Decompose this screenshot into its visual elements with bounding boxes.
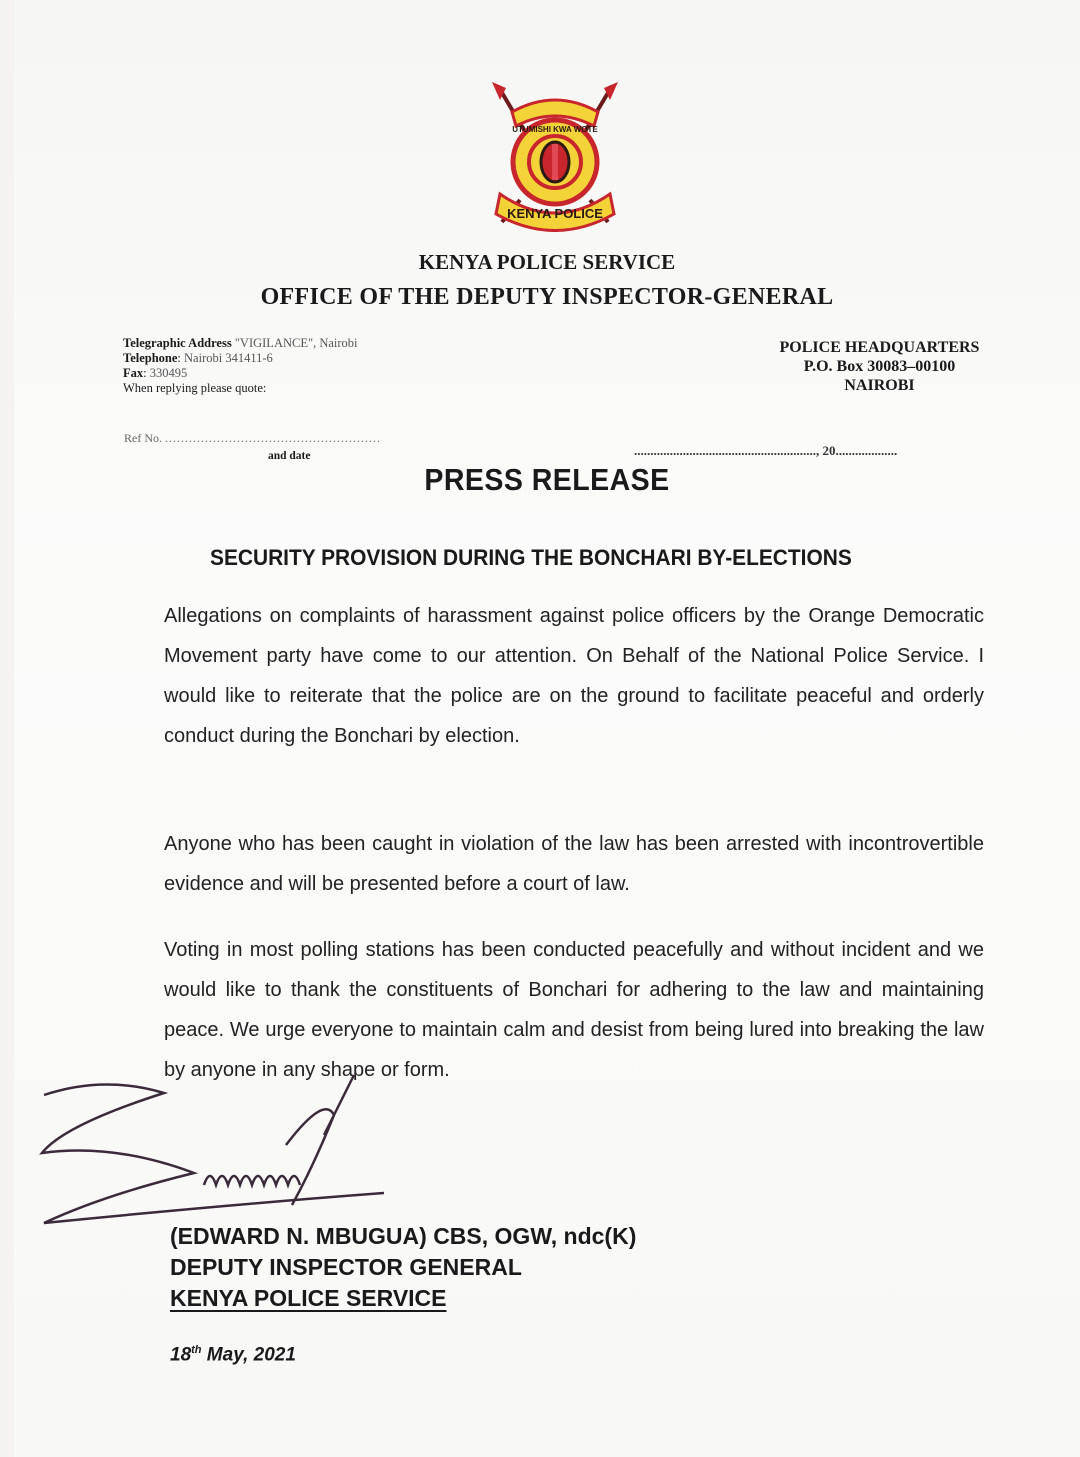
- subject-heading: SECURITY PROVISION DURING THE BONCHARI BY-ELECTIONS: [210, 545, 852, 570]
- contact-details: [123, 336, 358, 396]
- address-line-2: P.O. Box 30083–00100: [803, 358, 956, 375]
- paragraph-2: Anyone who has been caught in violation of the law has been arrested with incontrovertible evidence and will be presented before a court of law.: [164, 833, 984, 895]
- telegraphic-label: Telegraphic Address: [123, 336, 232, 350]
- address-line-3: NAIROBI: [844, 377, 915, 394]
- signatory-block: [170, 1221, 636, 1314]
- date-rest: May, 2021: [201, 1344, 296, 1366]
- fax-label: Fax: [123, 366, 144, 380]
- release-date: [170, 1344, 296, 1366]
- date-day: 18: [170, 1344, 192, 1366]
- telegraphic-value: "VIGILANCE", Nairobi: [234, 336, 358, 350]
- fax: Fax: 330495: [123, 366, 188, 380]
- paragraph-3: Voting in most polling stations has been conducted peacefully and without incident and we would like to thank the constituents of Bonchari for adhering to the law and maintaining peace. We urge everyone to maintain calm and desist from being lured into breaking the law by anyone in any shape or form.: [164, 939, 984, 1081]
- ref-dots: ......................................................: [165, 431, 381, 445]
- ref-number: [124, 431, 381, 446]
- svg-text:UTUMISHI KWA WOTE: UTUMISHI KWA WOTE: [512, 125, 598, 134]
- organization-title: KENYA POLICE SERVICE: [418, 250, 676, 274]
- date-line: ........................................................, 20...................: [634, 443, 898, 458]
- press-release-heading: PRESS RELEASE: [424, 462, 670, 497]
- telephone: Telephone: Nairobi 341411-6: [123, 351, 273, 365]
- headquarters-address: [772, 338, 987, 395]
- fax-value: 330495: [149, 366, 188, 380]
- and-date-label: and date: [268, 450, 311, 462]
- telegraphic-address: [123, 336, 358, 351]
- date-suffix: th: [191, 1344, 202, 1356]
- svg-text:KENYA POLICE: KENYA POLICE: [507, 206, 603, 221]
- kenya-police-crest-icon: [490, 82, 620, 232]
- telephone-value: Nairobi 341411-6: [184, 351, 273, 365]
- address-line-1: POLICE HEADQUARTERS: [779, 339, 980, 356]
- reply-note: When replying please quote:: [123, 381, 267, 395]
- office-title: OFFICE OF THE DEPUTY INSPECTOR-GENERAL: [260, 284, 834, 310]
- signatory-title: DEPUTY INSPECTOR GENERAL: [170, 1254, 522, 1280]
- ref-label: Ref No.: [124, 431, 162, 445]
- paragraph-1: Allegations on complaints of harassment against police officers by the Orange Democratic Movement party have come to our attention. On Behalf of the National Police Service. I would like to reiterate that the police are on the ground to facilitate peaceful and orderly conduct during the Bonchari by election.: [164, 605, 984, 747]
- telephone-label: Telephone: [123, 351, 178, 365]
- signatory-name: (EDWARD N. MBUGUA) CBS, OGW, ndc(K): [170, 1223, 637, 1249]
- document-page: [14, 0, 1080, 1457]
- signatory-organization: KENYA POLICE SERVICE: [170, 1285, 447, 1311]
